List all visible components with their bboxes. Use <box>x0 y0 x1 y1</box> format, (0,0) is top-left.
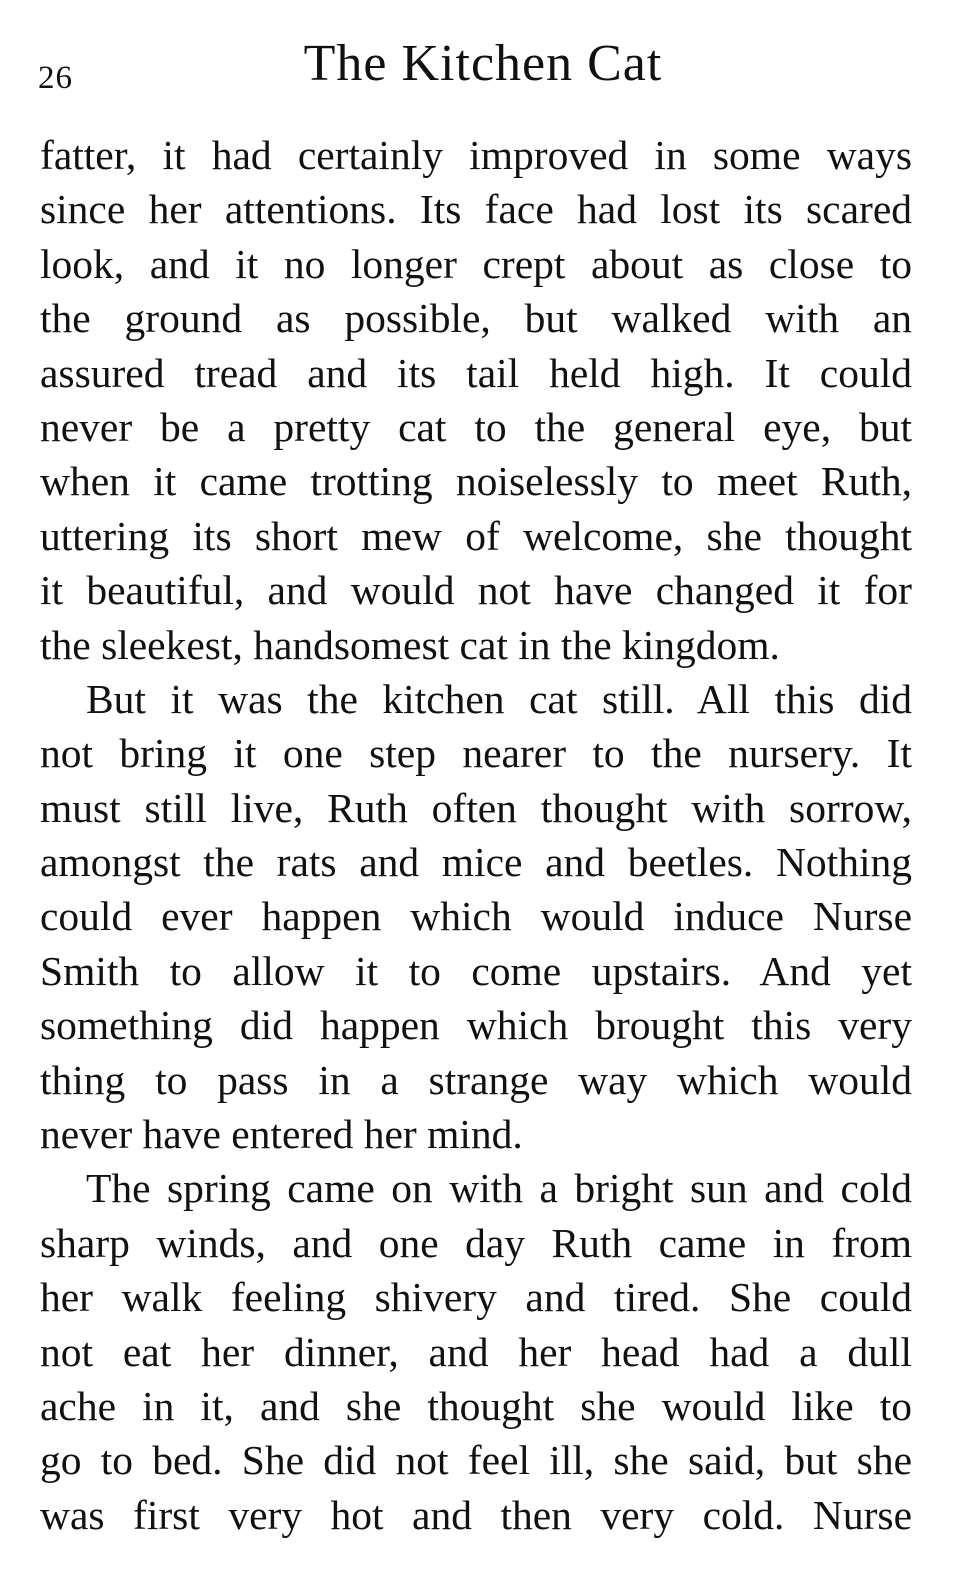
text-line: go to bed. She did not feel ill, she said, but she <box>40 1437 912 1484</box>
text-line: Smith to allow it to come upstairs. And yet <box>40 947 912 994</box>
text-line: was first very hot and then very cold. Nurse <box>40 1491 912 1538</box>
body-text <box>40 128 912 1542</box>
text-line: when it came trotting noiselessly to meet Ruth, <box>40 458 912 505</box>
text-line: something did happen which brought this very <box>40 1002 912 1049</box>
text-line: thing to pass in a strange way which would <box>40 1056 912 1103</box>
text-line: The spring came on with a bright sun and cold <box>86 1165 912 1212</box>
text-line: not eat her dinner, and her head had a dull <box>40 1328 912 1375</box>
text-line: since her attentions. Its face had lost its scared <box>40 186 912 233</box>
text-line: the sleekest, handsomest cat in the kingdom. <box>40 621 780 668</box>
page-number: 26 <box>38 60 73 96</box>
text-line: must still live, Ruth often thought with sorrow, <box>40 784 912 831</box>
running-title: The Kitchen Cat <box>303 35 663 92</box>
text-line: ache in it, and she thought she would like to <box>40 1382 912 1429</box>
text-line: could ever happen which would induce Nurse <box>40 893 912 940</box>
page-header <box>38 32 914 102</box>
text-line: sharp winds, and one day Ruth came in from <box>40 1219 912 1266</box>
text-line: her walk feeling shivery and tired. She could <box>40 1274 912 1321</box>
text-line: the ground as possible, but walked with an <box>40 295 912 342</box>
text-line: look, and it no longer crept about as close to <box>40 240 912 287</box>
text-line: assured tread and its tail held high. It could <box>40 349 912 396</box>
text-line: never be a pretty cat to the general eye, but <box>40 403 912 450</box>
text-line: amongst the rats and mice and beetles. Nothing <box>40 839 912 886</box>
text-line: fatter, it had certainly improved in some ways <box>40 132 912 178</box>
text-line: it beautiful, and would not have changed it for <box>40 567 912 614</box>
text-line: But it was the kitchen cat still. All this did <box>86 675 912 722</box>
text-line: uttering its short mew of welcome, she thought <box>40 512 912 559</box>
text-line: never have entered her mind. <box>40 1111 523 1158</box>
text-line: not bring it one step nearer to the nursery. It <box>40 730 912 777</box>
